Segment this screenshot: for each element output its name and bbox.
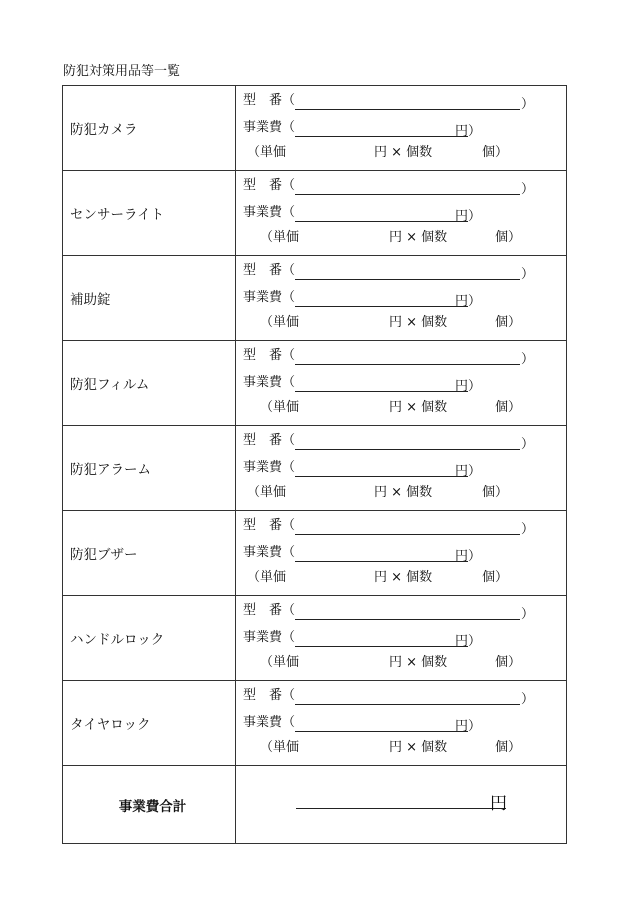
item-details [236,426,567,511]
pieces-close-label: 個） [482,570,509,585]
unit-price-label: （単価 [260,315,300,330]
cost-label: 事業費（ [243,630,296,645]
model-close-paren: ） [521,182,535,197]
item-details [236,86,567,171]
times-count-label: 円 × 個数 [374,485,433,500]
item-row [63,341,567,426]
cost-yen-close: 円） [455,294,482,309]
times-count-label: 円 × 個数 [389,740,448,755]
item-details [236,596,567,681]
model-close-paren: ） [521,522,535,537]
unit-price-label: （単価 [260,230,300,245]
model-input-line[interactable] [295,194,520,195]
item-row [63,86,567,171]
model-input-line[interactable] [295,364,520,365]
cost-label: 事業費（ [243,120,296,135]
document-title: 防犯対策用品等一覧 [63,64,181,79]
model-close-paren: ） [521,607,535,622]
cost-input-line[interactable] [295,306,468,307]
item-row [63,256,567,341]
model-label: 型 番（ [243,348,296,363]
item-name: センサーライト [63,171,236,256]
model-input-line[interactable] [295,534,520,535]
pieces-close-label: 個） [495,315,522,330]
total-amount-cell[interactable] [236,766,567,844]
cost-label: 事業費（ [243,375,296,390]
model-label: 型 番（ [243,263,296,278]
item-name: タイヤロック [63,681,236,766]
unit-price-label: （単価 [247,570,287,585]
items-table [62,85,567,844]
cost-input-line[interactable] [295,561,468,562]
pieces-close-label: 個） [482,485,509,500]
item-details [236,511,567,596]
cost-input-line[interactable] [295,136,468,137]
model-label: 型 番（ [243,688,296,703]
unit-price-label: （単価 [260,655,300,670]
item-name: 補助錠 [63,256,236,341]
cost-yen-close: 円） [455,549,482,564]
cost-label: 事業費（ [243,715,296,730]
cost-yen-close: 円） [455,464,482,479]
times-count-label: 円 × 個数 [389,655,448,670]
times-count-label: 円 × 個数 [374,570,433,585]
total-label: 事業費合計 [63,766,236,844]
item-name: 防犯ブザー [63,511,236,596]
model-close-paren: ） [521,267,535,282]
item-name: 防犯カメラ [63,86,236,171]
item-row [63,511,567,596]
cost-label: 事業費（ [243,545,296,560]
model-input-line[interactable] [295,619,520,620]
item-row [63,171,567,256]
model-label: 型 番（ [243,603,296,618]
pieces-close-label: 個） [495,655,522,670]
cost-input-line[interactable] [295,646,468,647]
model-input-line[interactable] [295,109,520,110]
cost-input-line[interactable] [295,221,468,222]
cost-yen-close: 円） [455,124,482,139]
times-count-label: 円 × 個数 [389,400,448,415]
cost-yen-close: 円） [455,379,482,394]
model-input-line[interactable] [295,279,520,280]
model-label: 型 番（ [243,433,296,448]
times-count-label: 円 × 個数 [389,315,448,330]
pieces-close-label: 個） [495,230,522,245]
item-details [236,341,567,426]
cost-label: 事業費（ [243,205,296,220]
model-close-paren: ） [521,97,535,112]
item-details [236,171,567,256]
pieces-close-label: 個） [482,145,509,160]
item-name: 防犯フィルム [63,341,236,426]
model-close-paren: ） [521,352,535,367]
model-input-line[interactable] [295,449,520,450]
cost-yen-close: 円） [455,634,482,649]
times-count-label: 円 × 個数 [389,230,448,245]
times-count-label: 円 × 個数 [374,145,433,160]
item-name: 防犯アラーム [63,426,236,511]
cost-input-line[interactable] [295,476,468,477]
cost-yen-close: 円） [455,719,482,734]
item-details [236,681,567,766]
total-row [63,766,567,844]
model-close-paren: ） [521,437,535,452]
cost-input-line[interactable] [295,391,468,392]
pieces-close-label: 個） [495,740,522,755]
model-close-paren: ） [521,692,535,707]
cost-label: 事業費（ [243,290,296,305]
unit-price-label: （単価 [247,485,287,500]
item-name: ハンドルロック [63,596,236,681]
pieces-close-label: 個） [495,400,522,415]
model-label: 型 番（ [243,518,296,533]
unit-price-label: （単価 [260,740,300,755]
item-row [63,681,567,766]
item-row [63,596,567,681]
cost-label: 事業費（ [243,460,296,475]
total-amount-line[interactable] [296,808,506,809]
model-label: 型 番（ [243,178,296,193]
item-row [63,426,567,511]
cost-yen-close: 円） [455,209,482,224]
total-yen: 円 [490,794,507,814]
unit-price-label: （単価 [260,400,300,415]
model-input-line[interactable] [295,704,520,705]
item-details [236,256,567,341]
cost-input-line[interactable] [295,731,468,732]
unit-price-label: （単価 [247,145,287,160]
model-label: 型 番（ [243,93,296,108]
